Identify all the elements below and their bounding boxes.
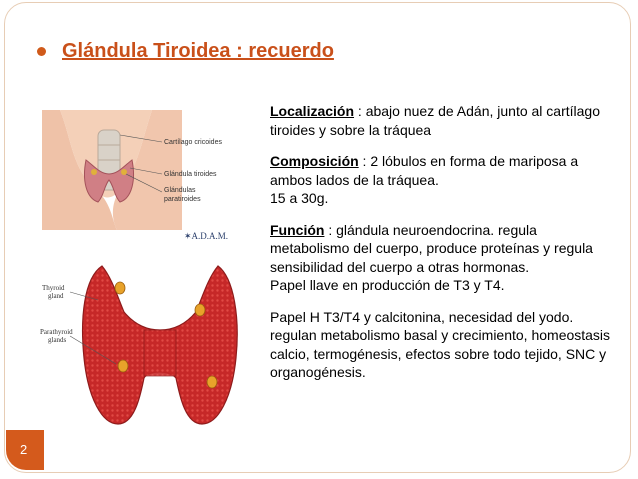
adam-logo: ✶A.D.A.M.	[184, 231, 229, 241]
label-glands: glands	[48, 336, 67, 344]
funcion-paragraph	[270, 221, 615, 295]
adam-logo-text: A.D.A.M.	[191, 231, 229, 241]
localizacion-text: : abajo nuez de Adán, junto al cartílago tiroides y sobre la tráquea	[270, 103, 600, 138]
label-glandula-tiroides: Glándula tiroides	[164, 171, 217, 178]
label-glandulas: Glándulas	[164, 187, 196, 194]
label-cartilago: Cartílago cricoides	[164, 139, 222, 146]
composicion-paragraph	[270, 152, 615, 208]
localizacion-paragraph	[270, 102, 615, 139]
thyroid-gland-illustration	[40, 258, 260, 428]
page-number-badge	[6, 430, 44, 470]
content-text	[270, 102, 615, 395]
slide-title: Glándula Tiroidea : recuerdo	[62, 40, 334, 62]
label-parathyroid: Parathyroid	[40, 328, 73, 336]
composicion-weight: 15 a 30g.	[270, 190, 329, 206]
bullet-dot-icon	[37, 47, 46, 56]
funcion-text: : glándula neuroendocrina. regula metabolismo del cuerpo, produce proteínas y regula sensibilidad del cuerpo a otras hormonas.	[270, 221, 593, 275]
funcion-label: Función	[270, 221, 325, 238]
papel-paragraph: Papel H T3/T4 y calcitonina, necesidad del yodo. regulan metabolismo basal y crecimiento, homeostasis calcio, termogénesis, efectos sobre todo tejido, SNC y organogénesis.	[270, 308, 611, 380]
label-gland: gland	[48, 292, 64, 300]
label-thyroid: Thyroid	[42, 284, 65, 292]
localizacion-label: Localización	[270, 103, 355, 119]
funcion-extra: Papel llave en producción de T3 y T4.	[270, 277, 505, 293]
neck-illustration	[42, 110, 247, 230]
label-paratiroides: paratiroides	[164, 196, 201, 203]
composicion-label: Composición	[270, 153, 359, 169]
composicion-text: : 2 lóbulos en forma de mariposa a ambos lados de la tráquea.	[270, 153, 579, 188]
page-number: 2	[20, 442, 28, 457]
